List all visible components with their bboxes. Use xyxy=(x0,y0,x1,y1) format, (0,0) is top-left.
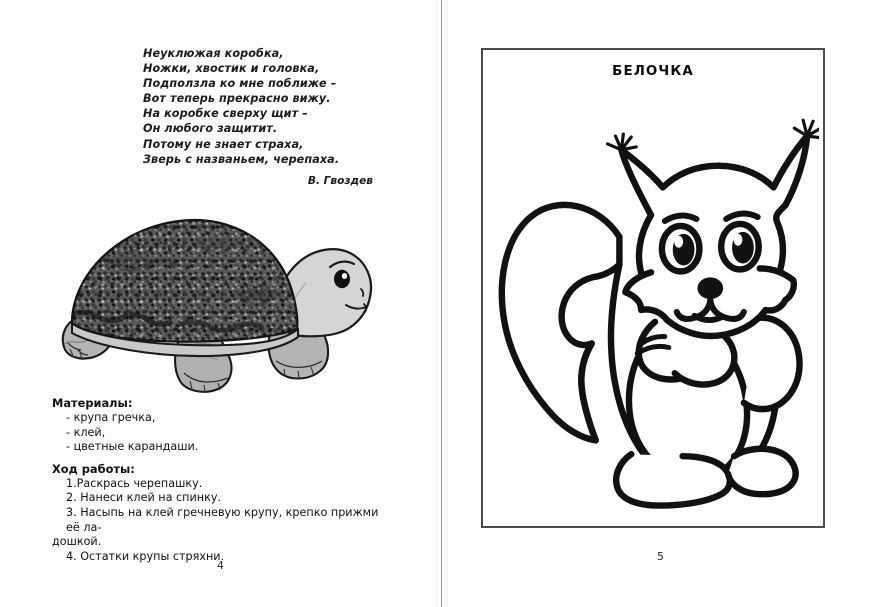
poem-line: Ножки, хвостик и головка, xyxy=(143,62,320,76)
list-item: 3. Насыпь на клей гречневую крупу, крепко прижми её ла- xyxy=(66,505,379,534)
list-item: 1.Раскрась черепашку. xyxy=(66,476,203,490)
poem-line: Зверь с названьем, черепаха. xyxy=(143,152,340,166)
materials-list xyxy=(52,411,392,455)
coloring-frame xyxy=(481,48,825,528)
steps-list xyxy=(52,477,392,565)
materials-heading: Материалы: xyxy=(52,396,133,410)
squirrel-coloring-illustration xyxy=(487,88,819,520)
list-item: - клей, xyxy=(66,425,106,439)
craft-instructions xyxy=(52,396,392,564)
poem-line: Вот теперь прекрасно вижу. xyxy=(143,92,331,106)
squirrel-tail xyxy=(502,205,620,440)
ear-tuft-lines xyxy=(608,120,819,150)
turtle-craft-illustration xyxy=(58,205,388,395)
list-item: - крупа гречка, xyxy=(66,411,156,424)
steps-heading: Ход работы: xyxy=(52,461,135,476)
poem-line: Он любого защитит. xyxy=(143,122,278,136)
squirrel-foot-left xyxy=(616,454,730,505)
poem-author: В. Гвоздев xyxy=(307,174,373,187)
poem-line: Потому не знает страха, xyxy=(143,137,304,151)
squirrel-ears xyxy=(621,136,807,215)
poem-line: На коробке сверху щит – xyxy=(143,107,308,121)
list-item: дошкой. xyxy=(52,535,102,549)
squirrel-nose xyxy=(697,277,723,299)
page-number-left: 4 xyxy=(217,560,224,572)
poem-line: Подползла ко мне поближе – xyxy=(143,77,337,91)
list-item: - цветные карандаши. xyxy=(66,440,199,454)
page-title: БЕЛОЧКА xyxy=(612,64,694,79)
list-item: 4. Остатки крупы стряхни. xyxy=(66,549,225,563)
page-number-right: 5 xyxy=(657,551,664,563)
divider xyxy=(52,455,392,462)
gutter-shadow-right xyxy=(447,0,448,607)
book-gutter xyxy=(441,0,442,607)
poem-block xyxy=(143,46,403,187)
gutter-shadow-left xyxy=(436,0,437,607)
squirrel-foot-right xyxy=(728,449,796,494)
list-item: 2. Нанеси клей на спинку. xyxy=(66,491,222,505)
poem-line: Неуклюжая коробка, xyxy=(143,47,284,60)
